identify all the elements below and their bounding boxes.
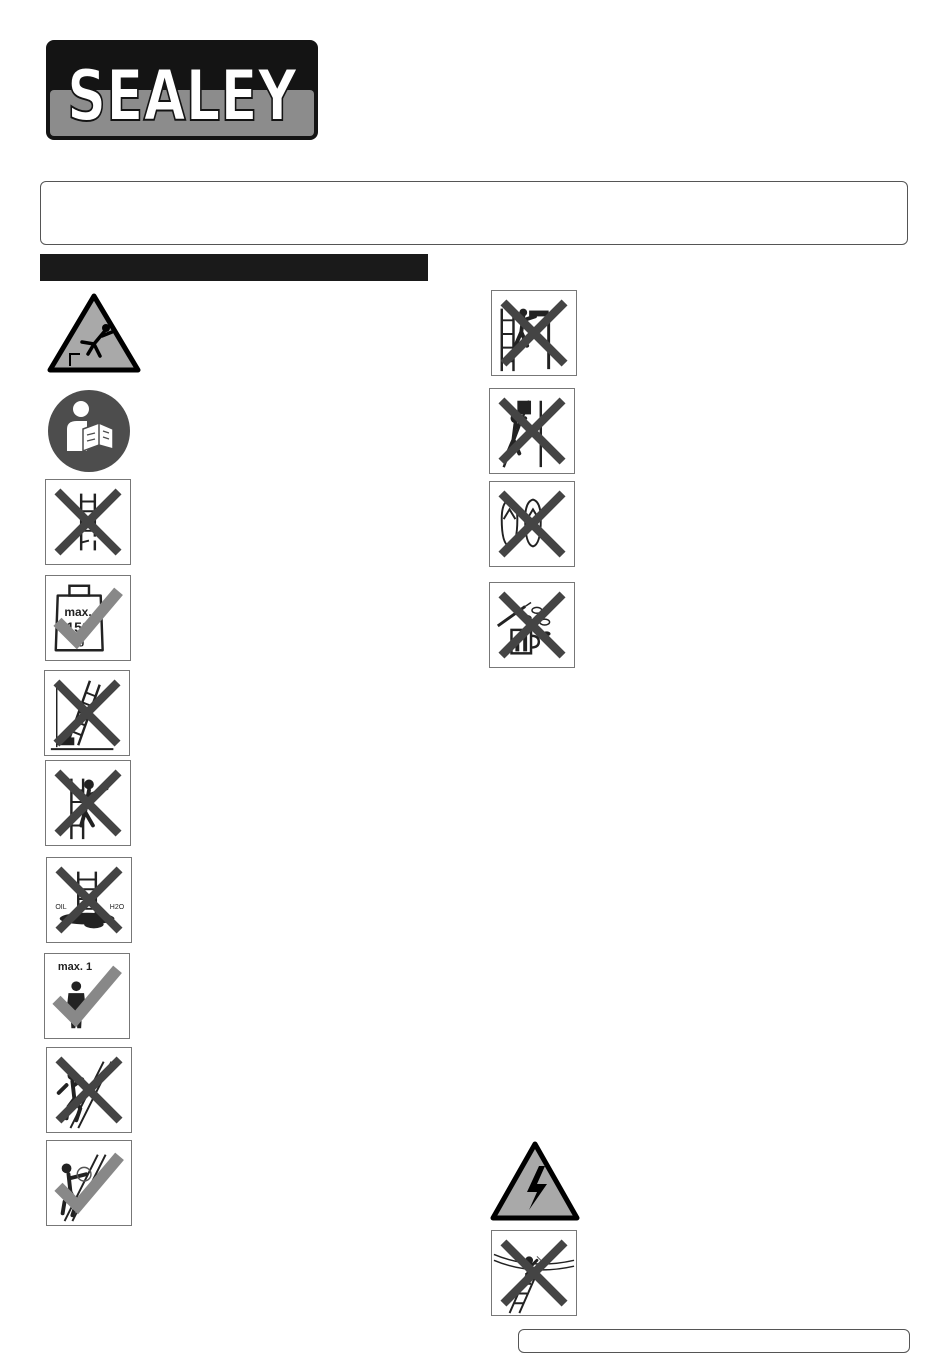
load-label-value: 150 xyxy=(66,619,90,635)
section-header-bar xyxy=(40,254,428,281)
prohibited-cross-icon xyxy=(47,1048,131,1132)
footer-box xyxy=(518,1329,910,1353)
max-load-icon xyxy=(45,575,131,661)
one-person-label: max. 1 xyxy=(57,961,93,973)
power-lines-prohibited-icon xyxy=(491,1230,577,1316)
carrying-loads-prohibited-icon xyxy=(489,388,575,474)
load-label-unit: kg xyxy=(71,635,85,647)
oil-label: OIL xyxy=(55,904,67,911)
prohibited-cross-icon xyxy=(47,858,131,942)
prohibited-cross-icon xyxy=(490,482,574,566)
read-manual-icon xyxy=(47,389,131,473)
unstable-footing-prohibited-icon xyxy=(44,670,130,756)
logo-wordmark: SEALEY xyxy=(67,55,299,137)
one-person-max-icon xyxy=(44,953,130,1039)
prohibited-cross-icon xyxy=(492,291,576,375)
prohibited-cross-icon xyxy=(46,761,130,845)
drugs-alcohol-prohibited-icon xyxy=(489,582,575,668)
electrical-hazard-warning-icon xyxy=(489,1140,581,1222)
permitted-check-icon xyxy=(46,576,130,660)
prohibited-cross-icon xyxy=(45,671,129,755)
unsuitable-footwear-prohibited-icon xyxy=(489,481,575,567)
prohibited-cross-icon xyxy=(492,1231,576,1315)
prohibited-cross-icon xyxy=(46,480,130,564)
fall-hazard-warning-icon xyxy=(46,292,142,374)
sealey-logo xyxy=(46,40,318,140)
load-label-max: max. xyxy=(64,605,92,619)
water-label: H2O xyxy=(109,904,125,911)
permitted-check-icon xyxy=(45,954,129,1038)
damaged-ladder-prohibited-icon xyxy=(45,479,131,565)
stepping-off-prohibited-icon xyxy=(491,290,577,376)
title-box xyxy=(40,181,908,245)
prohibited-cross-icon xyxy=(490,389,574,473)
climbing-without-holding-prohibited-icon xyxy=(46,1047,132,1133)
prohibited-cross-icon xyxy=(490,583,574,667)
permitted-check-icon xyxy=(47,1141,131,1225)
hold-ladder-permitted-icon xyxy=(46,1140,132,1226)
overreaching-prohibited-icon xyxy=(45,760,131,846)
slippery-surface-prohibited-icon xyxy=(46,857,132,943)
